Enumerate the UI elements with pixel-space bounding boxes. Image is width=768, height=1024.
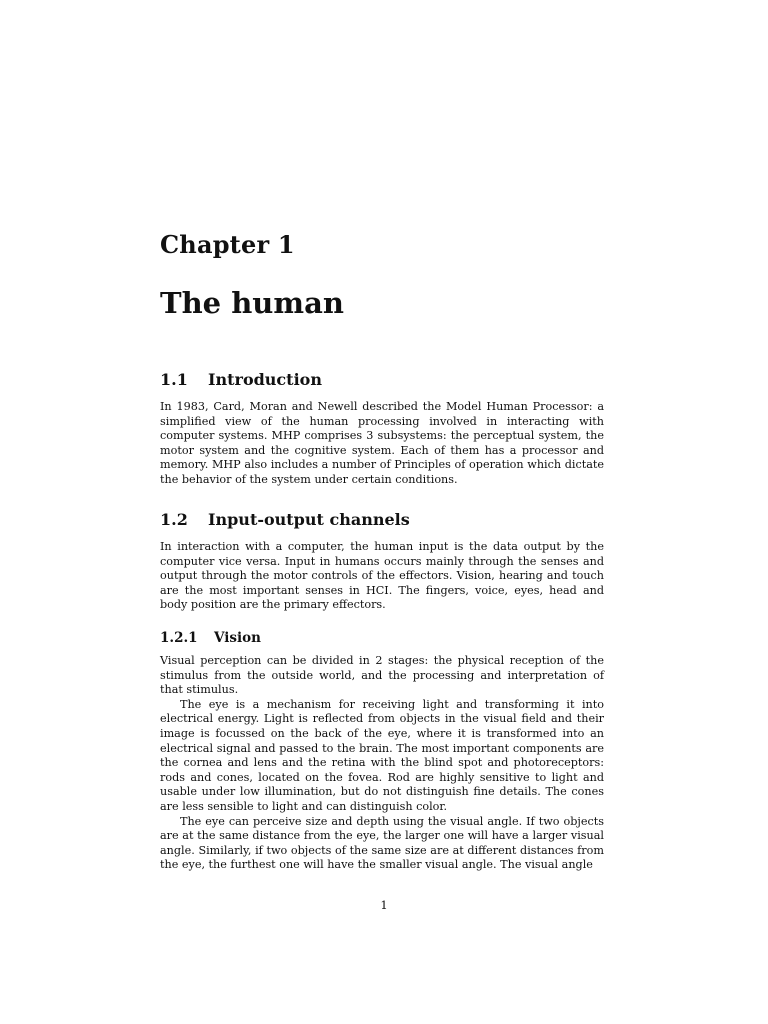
section-body-introduction — [160, 400, 604, 488]
subsection-number: 1.2.1 — [160, 630, 198, 646]
paragraph: The eye is a mechanism for receiving light and transforming it into electrical energy. Light is reflected from objects in the visual field and their image is focussed on the back of the eye, where it is transformed into an electrical signal and passed to the brain. The most important components are the cornea and lens and the retina with the blind spot and photoreceptors: rods and cones, located on the fovea. Rod are highly sensitive to light and usable under low illumination, but do not distinguish fine details. The cones are less sensible to light and can distinguish color. — [160, 697, 604, 813]
chapter-label: Chapter 1 — [160, 230, 295, 259]
paragraph: In interaction with a computer, the human input is the data output by the computer vice versa. Input in humans occurs mainly through the senses and output through the motor controls of the effectors. Vision, hearing and touch are the most important senses in HCI. The fingers, voice, eyes, head and body position are the primary effectors. — [160, 540, 604, 612]
subsection-body-vision — [160, 654, 604, 873]
page-number: 1 — [380, 898, 388, 912]
section-body-input-output — [160, 540, 604, 613]
paragraph: Visual perception can be divided in 2 stages: the physical reception of the stimulus from the outside world, and the processing and interpretation of that stimulus. — [160, 654, 604, 697]
section-heading-introduction — [160, 370, 322, 389]
subsection-heading-vision — [160, 630, 261, 646]
subsection-title: Vision — [214, 630, 261, 646]
section-heading-input-output — [160, 510, 410, 529]
paragraph: In 1983, Card, Moran and Newell described the Model Human Processor: a simplified view of the human processing involved in interacting with computer systems. MHP comprises 3 subsystems: the perceptual system, the motor system and the cognitive system. Each of them has a processor and memory. MHP also includes a number of Principles of operation which dictate the behavior of the system under certain conditions. — [160, 400, 604, 486]
section-number: 1.1 — [160, 370, 188, 389]
section-title: Introduction — [208, 370, 322, 389]
paragraph: The eye can perceive size and depth using the visual angle. If two objects are at the same distance from the eye, the larger one will have a larger visual angle. Similarly, if two objects of the same size are at different distances from the eye, the furthest one will have the smaller visual angle. The visual angle — [160, 814, 604, 872]
chapter-title: The human — [160, 286, 344, 320]
section-title: Input-output channels — [208, 510, 410, 529]
section-number: 1.2 — [160, 510, 188, 529]
